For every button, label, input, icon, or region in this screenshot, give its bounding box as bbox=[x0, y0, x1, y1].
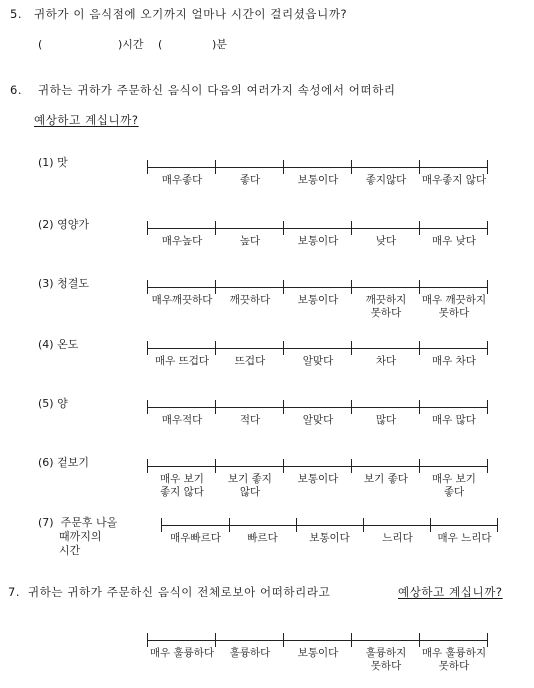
q6-item-nutrition-label: (2) 영양가 bbox=[38, 218, 89, 231]
q6-question-text: 귀하는 귀하가 주문하신 음식이 다음의 여러가지 속성에서 어떠하리 bbox=[38, 83, 396, 97]
scale-line bbox=[148, 348, 488, 349]
scale-tick bbox=[215, 459, 216, 473]
scale-option-label[interactable]: 깨끗하지 못하다 bbox=[365, 294, 407, 319]
scale-option-label[interactable]: 보통이다 bbox=[297, 235, 339, 247]
q6-appearance-scale[interactable] bbox=[148, 459, 488, 503]
q6-item-quantity-label: (5) 양 bbox=[38, 397, 68, 410]
q6-question-text-line2: 예상하고 계십니까? bbox=[34, 113, 139, 127]
scale-tick bbox=[351, 341, 352, 355]
scale-option-label[interactable]: 매우 낮다 bbox=[432, 235, 476, 247]
q6-quantity-scale[interactable] bbox=[148, 400, 488, 432]
scale-option-label[interactable]: 깨끗하다 bbox=[229, 294, 271, 306]
scale-option-label[interactable]: 매우좋다 bbox=[161, 174, 203, 186]
q6-item-appearance-label: (6) 겉보기 bbox=[38, 456, 89, 469]
scale-option-label[interactable]: 뜨겁다 bbox=[234, 355, 266, 367]
scale-option-label[interactable]: 훌륭하지 못하다 bbox=[365, 647, 407, 672]
scale-tick bbox=[147, 221, 148, 235]
scale-tick bbox=[351, 400, 352, 414]
q6-taste-scale[interactable] bbox=[148, 160, 488, 192]
scale-option-label[interactable]: 매우 훌륭하다 bbox=[149, 647, 215, 659]
scale-tick bbox=[487, 160, 488, 174]
scale-tick bbox=[419, 160, 420, 174]
scale-line bbox=[148, 407, 488, 408]
q6-cleanliness-scale[interactable] bbox=[148, 280, 488, 324]
scale-option-label[interactable]: 매우높다 bbox=[161, 235, 203, 247]
scale-tick bbox=[283, 280, 284, 294]
scale-tick bbox=[497, 518, 498, 532]
q5-number: 5. bbox=[10, 7, 23, 21]
q6-item-wait-time-label: (7) 주문후 나올 때까지의 시간 bbox=[38, 516, 118, 557]
scale-tick bbox=[351, 633, 352, 647]
scale-tick bbox=[419, 280, 420, 294]
scale-tick bbox=[147, 400, 148, 414]
scale-tick bbox=[215, 280, 216, 294]
scale-tick bbox=[487, 459, 488, 473]
scale-option-label[interactable]: 매우 보기 좋지 않다 bbox=[160, 473, 204, 498]
q7-overall-scale[interactable] bbox=[148, 633, 488, 677]
q5-hours-open: ( bbox=[38, 38, 43, 51]
scale-line bbox=[148, 640, 488, 641]
scale-option-label[interactable]: 보통이다 bbox=[309, 532, 350, 544]
scale-option-label[interactable]: 알맞다 bbox=[302, 355, 334, 367]
scale-option-label[interactable]: 매우 훌륭하지 못하다 bbox=[421, 647, 487, 672]
q5-minutes-blank[interactable]: )분 bbox=[212, 38, 227, 51]
scale-tick bbox=[351, 160, 352, 174]
q6-item-temperature-label: (4) 온도 bbox=[38, 338, 79, 351]
scale-tick bbox=[283, 633, 284, 647]
scale-option-label[interactable]: 적다 bbox=[239, 414, 261, 426]
scale-tick bbox=[147, 341, 148, 355]
scale-option-label[interactable]: 매우 차다 bbox=[432, 355, 476, 367]
q6-item-taste-label: (1) 맛 bbox=[38, 156, 68, 169]
scale-tick bbox=[487, 400, 488, 414]
scale-tick bbox=[215, 221, 216, 235]
scale-option-label[interactable]: 보통이다 bbox=[297, 294, 339, 306]
scale-tick bbox=[229, 518, 230, 532]
scale-option-label[interactable]: 매우 뜨겁다 bbox=[154, 355, 210, 367]
scale-option-label[interactable]: 느리다 bbox=[382, 532, 413, 544]
scale-option-label[interactable]: 보통이다 bbox=[297, 647, 339, 659]
scale-line bbox=[148, 228, 488, 229]
scale-option-label[interactable]: 매우좋지 않다 bbox=[421, 174, 487, 186]
scale-option-label[interactable]: 매우 깨끗하지 못하다 bbox=[421, 294, 487, 319]
scale-option-label[interactable]: 매우 많다 bbox=[432, 414, 476, 426]
scale-option-label[interactable]: 차다 bbox=[375, 355, 397, 367]
scale-tick bbox=[161, 518, 162, 532]
scale-tick bbox=[351, 280, 352, 294]
scale-tick bbox=[215, 341, 216, 355]
q6-temperature-scale[interactable] bbox=[148, 341, 488, 373]
q5-hours-blank[interactable]: )시간 bbox=[118, 38, 144, 51]
scale-tick bbox=[351, 459, 352, 473]
scale-option-label[interactable]: 매우 보기 좋다 bbox=[432, 473, 476, 498]
scale-option-label[interactable]: 매우빠르다 bbox=[170, 532, 221, 544]
scale-tick bbox=[215, 160, 216, 174]
scale-tick bbox=[487, 341, 488, 355]
scale-line bbox=[162, 525, 498, 526]
scale-line bbox=[148, 167, 488, 168]
scale-option-label[interactable]: 보통이다 bbox=[297, 473, 339, 485]
scale-tick bbox=[215, 400, 216, 414]
scale-option-label[interactable]: 빠르다 bbox=[247, 532, 278, 544]
scale-tick bbox=[283, 459, 284, 473]
scale-tick bbox=[419, 221, 420, 235]
scale-tick bbox=[283, 400, 284, 414]
scale-option-label[interactable]: 보기 좋다 bbox=[364, 473, 408, 485]
scale-option-label[interactable]: 보기 좋지 않다 bbox=[228, 473, 272, 498]
q5-minutes-open: ( bbox=[158, 38, 163, 51]
scale-line bbox=[148, 466, 488, 467]
scale-tick bbox=[215, 633, 216, 647]
scale-tick bbox=[430, 518, 431, 532]
scale-tick bbox=[283, 160, 284, 174]
q6-number: 6. bbox=[10, 83, 23, 97]
scale-option-label[interactable]: 좋다 bbox=[239, 174, 261, 186]
scale-tick bbox=[147, 459, 148, 473]
scale-tick bbox=[419, 400, 420, 414]
scale-tick bbox=[487, 633, 488, 647]
scale-option-label[interactable]: 높다 bbox=[239, 235, 261, 247]
scale-tick bbox=[296, 518, 297, 532]
scale-tick bbox=[419, 341, 420, 355]
scale-line bbox=[148, 287, 488, 288]
scale-option-label[interactable]: 매우적다 bbox=[161, 414, 203, 426]
scale-tick bbox=[147, 280, 148, 294]
q5-question-text: 귀하가 이 음식점에 오기까지 얼마나 시간이 걸리셨읍니까? bbox=[34, 7, 348, 21]
scale-tick bbox=[147, 633, 148, 647]
scale-option-label[interactable]: 좋지않다 bbox=[365, 174, 407, 186]
q7-number: 7. bbox=[8, 585, 21, 599]
scale-tick bbox=[147, 160, 148, 174]
q6-nutrition-scale[interactable] bbox=[148, 221, 488, 253]
scale-tick bbox=[283, 341, 284, 355]
q6-item-cleanliness-label: (3) 청결도 bbox=[38, 277, 89, 290]
q7-question-text: 귀하는 귀하가 주문하신 음식이 전체로보아 어떠하리라고 bbox=[28, 585, 331, 599]
scale-tick bbox=[283, 221, 284, 235]
q6-wait-time-scale[interactable] bbox=[162, 518, 498, 550]
scale-tick bbox=[487, 280, 488, 294]
scale-option-label[interactable]: 낮다 bbox=[375, 235, 397, 247]
scale-tick bbox=[351, 221, 352, 235]
scale-option-label[interactable]: 훌륭하다 bbox=[229, 647, 271, 659]
scale-tick bbox=[419, 459, 420, 473]
q7-question-emphasis: 예상하고 계십니까? bbox=[398, 585, 503, 599]
scale-tick bbox=[363, 518, 364, 532]
scale-option-label[interactable]: 매우깨끗하다 bbox=[151, 294, 213, 306]
scale-tick bbox=[487, 221, 488, 235]
scale-tick bbox=[419, 633, 420, 647]
scale-option-label[interactable]: 보통이다 bbox=[297, 174, 339, 186]
scale-option-label[interactable]: 알맞다 bbox=[302, 414, 334, 426]
scale-option-label[interactable]: 매우 느리다 bbox=[437, 532, 492, 544]
scale-option-label[interactable]: 많다 bbox=[375, 414, 397, 426]
